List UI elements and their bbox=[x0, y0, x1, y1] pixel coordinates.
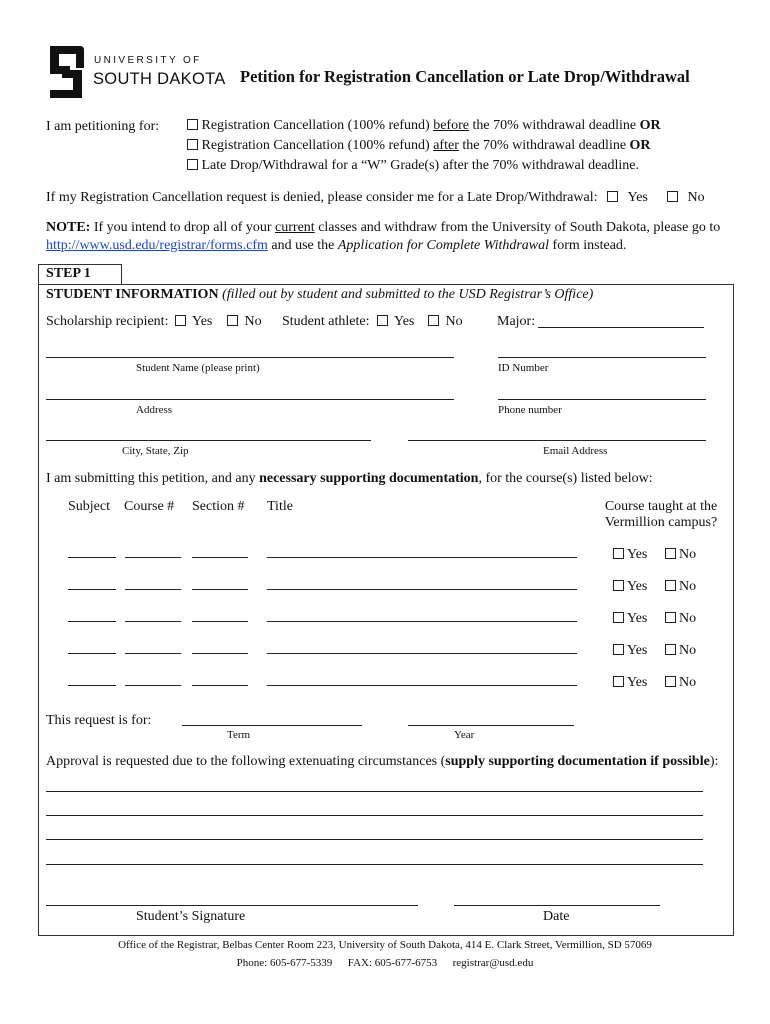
petition-label: I am petitioning for: bbox=[46, 119, 160, 134]
approval-text-c: ): bbox=[709, 754, 719, 769]
note-text-c: and use the bbox=[267, 238, 338, 253]
checkbox-denied-no[interactable] bbox=[667, 191, 678, 202]
vermillion-yes-label: Yes bbox=[627, 579, 648, 594]
checkbox-vermillion-yes[interactable] bbox=[613, 580, 624, 591]
course-title-field[interactable] bbox=[267, 685, 577, 686]
date-caption: Date bbox=[543, 909, 570, 924]
vermillion-no-label: No bbox=[679, 579, 697, 594]
course-number-field[interactable] bbox=[125, 653, 181, 654]
denied-question: If my Registration Cancellation request is denied, please consider me for a Late Drop/Withdrawal: bbox=[46, 190, 598, 205]
option1-text: Registration Cancellation (100% refund) bbox=[201, 118, 434, 133]
email-field[interactable] bbox=[408, 440, 706, 441]
footer-contact bbox=[0, 957, 770, 969]
checkbox-vermillion-no[interactable] bbox=[665, 580, 676, 591]
student-info-heading bbox=[46, 287, 593, 303]
denied-no-label: No bbox=[687, 190, 705, 205]
scholarship-no[interactable] bbox=[227, 314, 262, 330]
checkbox-athlete-yes[interactable] bbox=[377, 315, 388, 326]
id-number-caption: ID Number bbox=[498, 362, 549, 374]
vermillion-no[interactable] bbox=[665, 643, 696, 659]
course-title-field[interactable] bbox=[267, 557, 577, 558]
student-name-field[interactable] bbox=[46, 357, 454, 358]
usd-monogram-icon bbox=[46, 44, 86, 100]
checkbox-vermillion-yes[interactable] bbox=[613, 548, 624, 559]
approval-text-b: supply supporting documentation if possible bbox=[445, 754, 710, 769]
athlete-no-label: No bbox=[445, 314, 463, 329]
vermillion-yes-label: Yes bbox=[627, 643, 648, 658]
student-info-title: STUDENT INFORMATION bbox=[46, 287, 219, 302]
vermillion-no-label: No bbox=[679, 611, 697, 626]
request-label: This request is for: bbox=[46, 713, 152, 728]
course-section-field[interactable] bbox=[192, 621, 248, 622]
footer-phone: Phone: 605-677-5339 bbox=[236, 957, 333, 969]
note-text-b: classes and withdraw from the University of South Dakota, please go to bbox=[314, 220, 721, 235]
major-field[interactable] bbox=[538, 327, 704, 328]
course-subject-field[interactable] bbox=[68, 589, 116, 590]
athlete-label: Student athlete: bbox=[282, 314, 370, 329]
checkbox-vermillion-no[interactable] bbox=[665, 548, 676, 559]
option2-text: Registration Cancellation (100% refund) bbox=[201, 138, 434, 153]
approval-text-a: Approval is requested due to the following extenuating circumstances ( bbox=[46, 754, 446, 769]
year-field[interactable] bbox=[408, 725, 574, 726]
vermillion-yes[interactable] bbox=[613, 675, 647, 691]
header-subject: Subject bbox=[68, 499, 110, 514]
option2-text-b: the 70% withdrawal deadline bbox=[458, 138, 630, 153]
footer-fax: FAX: 605-677-6753 bbox=[347, 957, 438, 969]
header-vermillion bbox=[601, 499, 721, 531]
denied-yes-label: Yes bbox=[627, 190, 648, 205]
note-current-word: current bbox=[275, 220, 315, 235]
checkbox-vermillion-yes[interactable] bbox=[613, 612, 624, 623]
option1-text-b: the 70% withdrawal deadline bbox=[468, 118, 640, 133]
student-name-caption: Student Name (please print) bbox=[136, 362, 260, 374]
checkbox-late-drop[interactable] bbox=[187, 159, 198, 170]
vermillion-header-line2: Vermillion campus? bbox=[604, 515, 718, 530]
circumstances-line-4[interactable] bbox=[46, 864, 703, 865]
term-field[interactable] bbox=[182, 725, 362, 726]
vermillion-no-label: No bbox=[679, 547, 697, 562]
vermillion-no-label: No bbox=[679, 643, 697, 658]
petition-option-after[interactable] bbox=[187, 138, 651, 154]
city-state-zip-field[interactable] bbox=[46, 440, 371, 441]
vermillion-no[interactable] bbox=[665, 675, 696, 691]
step-label: STEP 1 bbox=[46, 266, 91, 281]
option1-or: OR bbox=[639, 118, 661, 133]
checkbox-before[interactable] bbox=[187, 119, 198, 130]
course-subject-field[interactable] bbox=[68, 653, 116, 654]
complete-withdrawal-app-name: Application for Complete Withdrawal bbox=[337, 238, 550, 253]
note-label: NOTE: bbox=[46, 220, 91, 235]
courses-intro-c: , for the course(s) listed below: bbox=[478, 471, 653, 486]
course-section-field[interactable] bbox=[192, 685, 248, 686]
course-section-field[interactable] bbox=[192, 589, 248, 590]
courses-intro bbox=[46, 471, 653, 487]
checkbox-vermillion-no[interactable] bbox=[665, 612, 676, 623]
vermillion-no[interactable] bbox=[665, 547, 696, 563]
scholarship-label: Scholarship recipient: bbox=[46, 314, 169, 329]
header-course: Course # bbox=[124, 499, 175, 514]
address-field[interactable] bbox=[46, 399, 454, 400]
checkbox-vermillion-no[interactable] bbox=[665, 676, 676, 687]
header-title: Title bbox=[267, 499, 293, 514]
course-title-field[interactable] bbox=[267, 621, 577, 622]
header-section: Section # bbox=[192, 499, 245, 514]
vermillion-no[interactable] bbox=[665, 579, 696, 595]
course-subject-field[interactable] bbox=[68, 685, 116, 686]
date-field[interactable] bbox=[454, 905, 660, 906]
vermillion-yes-label: Yes bbox=[627, 675, 648, 690]
vermillion-no-label: No bbox=[679, 675, 697, 690]
registrar-forms-link[interactable]: http://www.usd.edu/registrar/forms.cfm bbox=[46, 238, 268, 253]
address-caption: Address bbox=[136, 404, 173, 416]
option3-text: Late Drop/Withdrawal for a “W” Grade(s) after the 70% withdrawal deadline. bbox=[201, 158, 640, 173]
vermillion-yes-label: Yes bbox=[627, 611, 648, 626]
city-caption: City, State, Zip bbox=[122, 445, 189, 457]
scholarship-yes-label: Yes bbox=[191, 314, 213, 329]
approval-text bbox=[46, 754, 718, 770]
courses-intro-a: I am submitting this petition, and any bbox=[46, 471, 260, 486]
option2-or: OR bbox=[629, 138, 651, 153]
scholarship-no-label: No bbox=[244, 314, 262, 329]
checkbox-vermillion-no[interactable] bbox=[665, 644, 676, 655]
footer-email: registrar@usd.edu bbox=[452, 957, 534, 969]
checkbox-scholarship-yes[interactable] bbox=[175, 315, 186, 326]
athlete-yes-label: Yes bbox=[393, 314, 415, 329]
athlete-yes[interactable] bbox=[377, 314, 414, 330]
course-number-field[interactable] bbox=[125, 589, 181, 590]
circumstances-line-1[interactable] bbox=[46, 791, 703, 792]
page-title: Petition for Registration Cancellation or Late Drop/Withdrawal bbox=[240, 67, 690, 86]
vermillion-yes[interactable] bbox=[613, 547, 647, 563]
course-subject-field[interactable] bbox=[68, 621, 116, 622]
footer-address: Office of the Registrar, Belbas Center Room 223, University of South Dakota, 414 E. Clark Street, Vermillion, SD 57069 bbox=[118, 939, 652, 951]
vermillion-yes[interactable] bbox=[613, 579, 647, 595]
course-title-field[interactable] bbox=[267, 589, 577, 590]
checkbox-vermillion-yes[interactable] bbox=[613, 676, 624, 687]
checkbox-scholarship-no[interactable] bbox=[227, 315, 238, 326]
denied-no[interactable] bbox=[667, 190, 705, 206]
note-paragraph bbox=[46, 219, 736, 255]
signature-caption: Student’s Signature bbox=[136, 909, 246, 924]
id-number-field[interactable] bbox=[498, 357, 706, 358]
petition-option-late-drop[interactable] bbox=[187, 158, 639, 174]
course-section-field[interactable] bbox=[192, 557, 248, 558]
athlete-no[interactable] bbox=[428, 314, 463, 330]
course-number-field[interactable] bbox=[125, 557, 181, 558]
signature-field[interactable] bbox=[46, 905, 418, 906]
checkbox-after[interactable] bbox=[187, 139, 198, 150]
courses-intro-b: necessary supporting documentation bbox=[259, 471, 479, 486]
vermillion-yes[interactable] bbox=[613, 643, 647, 659]
scholarship-yes[interactable] bbox=[175, 314, 212, 330]
denied-yes[interactable] bbox=[607, 190, 648, 206]
phone-caption: Phone number bbox=[498, 404, 562, 416]
vermillion-header-line1: Course taught at the bbox=[604, 499, 718, 514]
term-caption: Term bbox=[227, 729, 251, 741]
university-top-text: UNIVERSITY OF bbox=[94, 55, 202, 66]
petition-option-before[interactable] bbox=[187, 118, 661, 134]
option2-after-word: after bbox=[433, 138, 459, 153]
checkbox-athlete-no[interactable] bbox=[428, 315, 439, 326]
option1-before-word: before bbox=[433, 118, 469, 133]
circumstances-line-2[interactable] bbox=[46, 815, 703, 816]
checkbox-denied-yes[interactable] bbox=[607, 191, 618, 202]
circumstances-line-3[interactable] bbox=[46, 839, 703, 840]
student-info-subtitle: (filled out by student and submitted to the USD Registrar’s Office) bbox=[218, 287, 594, 302]
vermillion-yes-label: Yes bbox=[627, 547, 648, 562]
email-caption: Email Address bbox=[543, 445, 608, 457]
note-text-a: If you intend to drop all of your bbox=[90, 220, 276, 235]
course-section-field[interactable] bbox=[192, 653, 248, 654]
course-number-field[interactable] bbox=[125, 621, 181, 622]
vermillion-no[interactable] bbox=[665, 611, 696, 627]
note-text-d: form instead. bbox=[549, 238, 627, 253]
vermillion-yes[interactable] bbox=[613, 611, 647, 627]
university-bottom-text: SOUTH DAKOTA bbox=[93, 70, 226, 88]
course-number-field[interactable] bbox=[125, 685, 181, 686]
year-caption: Year bbox=[454, 729, 475, 741]
major-label: Major: bbox=[497, 314, 536, 329]
phone-field[interactable] bbox=[498, 399, 706, 400]
course-title-field[interactable] bbox=[267, 653, 577, 654]
usd-logo bbox=[46, 44, 86, 100]
checkbox-vermillion-yes[interactable] bbox=[613, 644, 624, 655]
course-subject-field[interactable] bbox=[68, 557, 116, 558]
